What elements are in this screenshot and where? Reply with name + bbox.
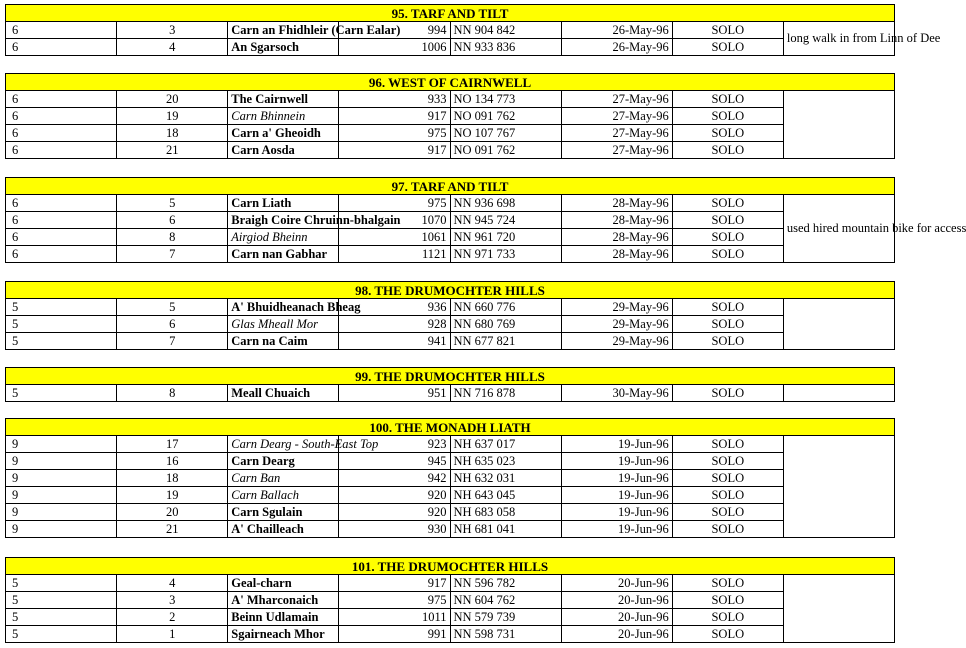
number-cell: 4 [117,39,228,56]
date-cell: 19-Jun-96 [561,453,672,470]
section-title: 95. TARF AND TILT [6,5,895,22]
height-cell: 942 [339,470,450,487]
hill-name: Carn Dearg - South-East Top [228,436,339,453]
party-cell: SOLO [672,575,783,592]
date-cell: 29-May-96 [561,333,672,350]
number-cell: 3 [117,592,228,609]
remarks-cell [783,385,894,402]
hill-name: Carn an Fhidhleir (Carn Ealar) [228,22,339,39]
party-cell: SOLO [672,333,783,350]
height-cell: 945 [339,453,450,470]
party-cell: SOLO [672,229,783,246]
date-cell: 27-May-96 [561,142,672,159]
remarks-cell: used hired mountain bike for access [783,195,894,263]
table-row [6,299,895,316]
date-cell: 27-May-96 [561,108,672,125]
table-row [6,470,895,487]
height-cell: 1061 [339,229,450,246]
number-cell: 17 [117,436,228,453]
grid-ref: NN 904 842 [450,22,561,39]
height-cell: 994 [339,22,450,39]
date-cell: 20-Jun-96 [561,575,672,592]
area-cell: 6 [6,195,117,212]
party-cell: SOLO [672,385,783,402]
grid-ref: NO 091 762 [450,142,561,159]
party-cell: SOLO [672,212,783,229]
hill-name: A' Bhuidheanach Bheag [228,299,339,316]
grid-ref: NN 579 739 [450,609,561,626]
area-cell: 6 [6,142,117,159]
height-cell: 975 [339,195,450,212]
number-cell: 19 [117,108,228,125]
party-cell: SOLO [672,521,783,538]
date-cell: 20-Jun-96 [561,609,672,626]
area-cell: 5 [6,385,117,402]
height-cell: 923 [339,436,450,453]
grid-ref: NN 677 821 [450,333,561,350]
grid-ref: NN 936 698 [450,195,561,212]
section-title: 100. THE MONADH LIATH [6,419,895,436]
hill-name: Carn na Caim [228,333,339,350]
area-cell: 9 [6,521,117,538]
party-cell: SOLO [672,470,783,487]
party-cell: SOLO [672,316,783,333]
height-cell: 928 [339,316,450,333]
height-cell: 1070 [339,212,450,229]
number-cell: 5 [117,299,228,316]
height-cell: 917 [339,142,450,159]
grid-ref: NN 596 782 [450,575,561,592]
area-cell: 6 [6,229,117,246]
section-title: 96. WEST OF CAIRNWELL [6,74,895,91]
area-cell: 5 [6,333,117,350]
date-cell: 20-Jun-96 [561,592,672,609]
table-row [6,385,895,402]
section-header-row [6,419,895,436]
area-cell: 6 [6,246,117,263]
party-cell: SOLO [672,436,783,453]
hill-name: Carn Dearg [228,453,339,470]
grid-ref: NN 971 733 [450,246,561,263]
date-cell: 19-Jun-96 [561,436,672,453]
remarks-cell [783,575,894,643]
section-header-row [6,5,895,22]
number-cell: 2 [117,609,228,626]
number-cell: 7 [117,333,228,350]
number-cell: 6 [117,212,228,229]
height-cell: 1121 [339,246,450,263]
number-cell: 21 [117,142,228,159]
section-table [5,73,895,159]
height-cell: 975 [339,592,450,609]
area-cell: 5 [6,592,117,609]
area-cell: 9 [6,453,117,470]
table-row [6,575,895,592]
remarks-cell [783,436,894,538]
hill-name: Carn nan Gabhar [228,246,339,263]
date-cell: 26-May-96 [561,22,672,39]
section-header-row [6,558,895,575]
date-cell: 28-May-96 [561,212,672,229]
party-cell: SOLO [672,22,783,39]
height-cell: 1011 [339,609,450,626]
number-cell: 4 [117,575,228,592]
grid-ref: NO 091 762 [450,108,561,125]
section-title: 98. THE DRUMOCHTER HILLS [6,282,895,299]
date-cell: 28-May-96 [561,229,672,246]
remarks-cell [783,91,894,159]
hill-name: Carn Bhinnein [228,108,339,125]
section-table [5,281,895,350]
number-cell: 8 [117,229,228,246]
table-row [6,246,895,263]
table-row [6,125,895,142]
grid-ref: NN 933 836 [450,39,561,56]
grid-ref: NH 632 031 [450,470,561,487]
number-cell: 19 [117,487,228,504]
grid-ref: NH 637 017 [450,436,561,453]
height-cell: 936 [339,299,450,316]
table-row [6,316,895,333]
table-row [6,142,895,159]
date-cell: 28-May-96 [561,195,672,212]
table-row [6,453,895,470]
section-table [5,4,941,56]
area-cell: 9 [6,487,117,504]
date-cell: 27-May-96 [561,91,672,108]
party-cell: SOLO [672,246,783,263]
table-row [6,521,895,538]
area-cell: 5 [6,299,117,316]
hill-name: Geal-charn [228,575,339,592]
grid-ref: NN 945 724 [450,212,561,229]
party-cell: SOLO [672,453,783,470]
date-cell: 29-May-96 [561,299,672,316]
height-cell: 920 [339,504,450,521]
date-cell: 20-Jun-96 [561,626,672,643]
grid-ref: NO 134 773 [450,91,561,108]
height-cell: 933 [339,91,450,108]
number-cell: 21 [117,521,228,538]
party-cell: SOLO [672,108,783,125]
area-cell: 9 [6,470,117,487]
area-cell: 5 [6,609,117,626]
area-cell: 6 [6,125,117,142]
table-row [6,22,895,39]
table-row [6,212,895,229]
grid-ref: NH 681 041 [450,521,561,538]
area-cell: 5 [6,575,117,592]
party-cell: SOLO [672,39,783,56]
date-cell: 19-Jun-96 [561,504,672,521]
date-cell: 19-Jun-96 [561,521,672,538]
grid-ref: NN 660 776 [450,299,561,316]
party-cell: SOLO [672,609,783,626]
date-cell: 27-May-96 [561,125,672,142]
area-cell: 6 [6,39,117,56]
date-cell: 28-May-96 [561,246,672,263]
section-title: 97. TARF AND TILT [6,178,895,195]
section-table [5,418,895,538]
number-cell: 18 [117,470,228,487]
height-cell: 941 [339,333,450,350]
grid-ref: NH 683 058 [450,504,561,521]
party-cell: SOLO [672,195,783,212]
party-cell: SOLO [672,487,783,504]
number-cell: 5 [117,195,228,212]
area-cell: 6 [6,212,117,229]
area-cell: 6 [6,91,117,108]
table-row [6,504,895,521]
hill-name: Beinn Udlamain [228,609,339,626]
hill-name: Carn a' Gheoidh [228,125,339,142]
section-title: 101. THE DRUMOCHTER HILLS [6,558,895,575]
party-cell: SOLO [672,626,783,643]
height-cell: 920 [339,487,450,504]
grid-ref: NO 107 767 [450,125,561,142]
table-row [6,91,895,108]
grid-ref: NN 716 878 [450,385,561,402]
height-cell: 917 [339,575,450,592]
area-cell: 6 [6,108,117,125]
hill-name: The Cairnwell [228,91,339,108]
date-cell: 26-May-96 [561,39,672,56]
table-row [6,436,895,453]
area-cell: 9 [6,504,117,521]
area-cell: 5 [6,316,117,333]
height-cell: 1006 [339,39,450,56]
party-cell: SOLO [672,142,783,159]
grid-ref: NH 643 045 [450,487,561,504]
height-cell: 930 [339,521,450,538]
table-row [6,195,895,212]
table-row [6,229,895,246]
height-cell: 917 [339,108,450,125]
number-cell: 18 [117,125,228,142]
section-table [5,557,895,643]
area-cell: 6 [6,22,117,39]
hill-name: Glas Mheall Mor [228,316,339,333]
date-cell: 19-Jun-96 [561,487,672,504]
section-table [5,367,895,402]
grid-ref: NH 635 023 [450,453,561,470]
party-cell: SOLO [672,504,783,521]
area-cell: 9 [6,436,117,453]
party-cell: SOLO [672,299,783,316]
party-cell: SOLO [672,592,783,609]
hill-name: Carn Liath [228,195,339,212]
date-cell: 19-Jun-96 [561,470,672,487]
table-row [6,39,895,56]
hill-name: Carn Ban [228,470,339,487]
date-cell: 30-May-96 [561,385,672,402]
hill-name: A' Chailleach [228,521,339,538]
section-header-row [6,368,895,385]
table-row [6,487,895,504]
hill-name: Sgairneach Mhor [228,626,339,643]
table-row [6,333,895,350]
table-row [6,592,895,609]
height-cell: 991 [339,626,450,643]
number-cell: 3 [117,22,228,39]
table-row [6,626,895,643]
height-cell: 975 [339,125,450,142]
hill-name: Carn Ballach [228,487,339,504]
party-cell: SOLO [672,91,783,108]
date-cell: 29-May-96 [561,316,672,333]
grid-ref: NN 961 720 [450,229,561,246]
number-cell: 6 [117,316,228,333]
section-title: 99. THE DRUMOCHTER HILLS [6,368,895,385]
table-row [6,108,895,125]
section-table [5,177,966,263]
number-cell: 7 [117,246,228,263]
hill-name: A' Mharconaich [228,592,339,609]
number-cell: 16 [117,453,228,470]
table-row [6,609,895,626]
party-cell: SOLO [672,125,783,142]
number-cell: 20 [117,504,228,521]
number-cell: 8 [117,385,228,402]
grid-ref: NN 598 731 [450,626,561,643]
remarks-cell [783,299,894,350]
hill-name: Airgiod Bheinn [228,229,339,246]
number-cell: 1 [117,626,228,643]
hill-name: Carn Aosda [228,142,339,159]
section-header-row [6,282,895,299]
hill-name: Braigh Coire Chruinn-bhalgain [228,212,339,229]
number-cell: 20 [117,91,228,108]
section-header-row [6,178,895,195]
remarks-cell: long walk in from Linn of Dee [783,22,894,56]
hill-name: Carn Sgulain [228,504,339,521]
hill-name: Meall Chuaich [228,385,339,402]
area-cell: 5 [6,626,117,643]
height-cell: 951 [339,385,450,402]
section-header-row [6,74,895,91]
hill-name: An Sgarsoch [228,39,339,56]
grid-ref: NN 604 762 [450,592,561,609]
grid-ref: NN 680 769 [450,316,561,333]
